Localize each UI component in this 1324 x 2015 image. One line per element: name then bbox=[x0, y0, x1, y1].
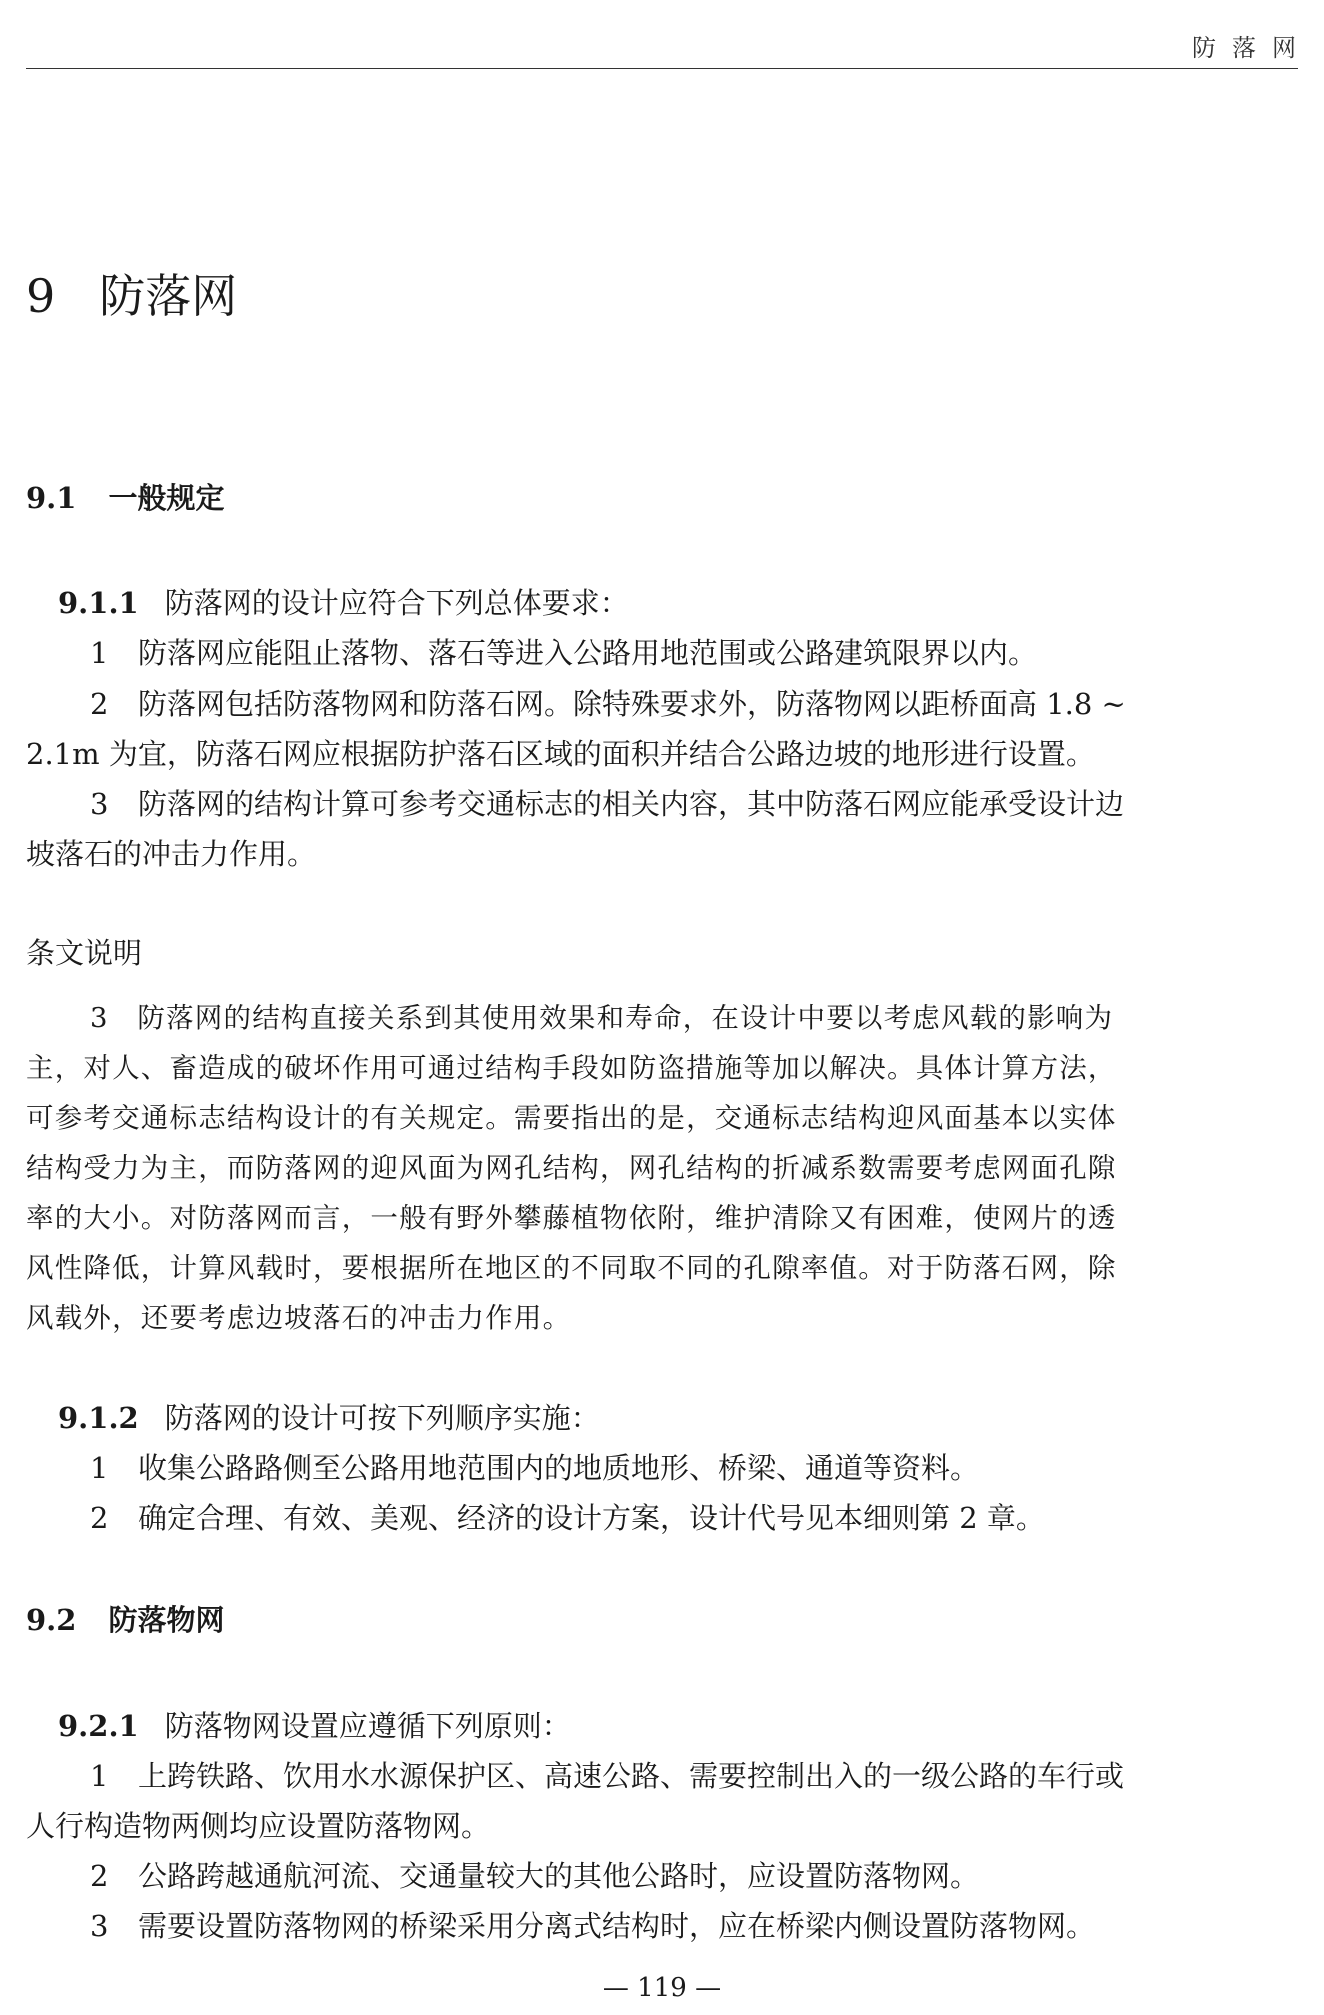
note-line: 可参考交通标志结构设计的有关规定。需要指出的是，交通标志结构迎风面基本以实体 bbox=[26, 1102, 1117, 1134]
list-item-continuation: 人行构造物两侧均应设置防落物网。 bbox=[26, 1809, 491, 1843]
page-number: — 119 — bbox=[602, 1973, 722, 2003]
clause-9-2-1 bbox=[58, 1708, 571, 1744]
list-item: 3 防落网的结构计算可参考交通标志的相关内容，其中防落石网应能承受设计边 bbox=[90, 787, 1125, 821]
clause-text: 防落物网设置应遵循下列原则： bbox=[164, 1709, 571, 1743]
chapter-heading bbox=[26, 268, 237, 324]
list-item: 1 收集公路路侧至公路用地范围内的地质地形、桥梁、通道等资料。 bbox=[90, 1451, 980, 1485]
clause-text: 防落网的设计应符合下列总体要求： bbox=[164, 586, 629, 620]
chapter-title: 防落网 bbox=[99, 269, 238, 323]
header-title: 防落网 bbox=[1192, 34, 1312, 62]
list-item-continuation: 坡落石的冲击力作用。 bbox=[26, 837, 317, 871]
list-item: 2 公路跨越通航河流、交通量较大的其他公路时，应设置防落物网。 bbox=[90, 1859, 980, 1893]
note-line: 主，对人、畜造成的破坏作用可通过结构手段如防盗措施等加以解决。具体计算方法， bbox=[26, 1052, 1117, 1084]
section-title: 一般规定 bbox=[108, 481, 225, 515]
list-item: 2 确定合理、有效、美观、经济的设计方案，设计代号见本细则第 2 章。 bbox=[90, 1501, 1045, 1535]
section-number: 9.1 bbox=[26, 481, 77, 515]
clause-text: 防落网的设计可按下列顺序实施： bbox=[164, 1401, 600, 1435]
list-item: 1 上跨铁路、饮用水水源保护区、高速公路、需要控制出入的一级公路的车行或 bbox=[90, 1759, 1125, 1793]
list-item: 2 防落网包括防落物网和防落石网。除特殊要求外，防落物网以距桥面高 1.8 ~ bbox=[90, 687, 1126, 721]
section-heading-9-2 bbox=[26, 1602, 224, 1638]
note-line: 结构受力为主，而防落网的迎风面为网孔结构，网孔结构的折减系数需要考虑网面孔隙 bbox=[26, 1152, 1117, 1184]
list-item-continuation: 2.1m 为宜，防落石网应根据防护落石区域的面积并结合公路边坡的地形进行设置。 bbox=[26, 737, 1095, 771]
section-title: 防落物网 bbox=[108, 1603, 225, 1637]
clause-number: 9.2.1 bbox=[58, 1709, 139, 1743]
note-line: 率的大小。对防落网而言，一般有野外攀藤植物依附，维护清除又有困难，使网片的透 bbox=[26, 1202, 1117, 1234]
running-header bbox=[26, 0, 1312, 69]
section-heading-9-1 bbox=[26, 480, 224, 516]
clause-9-1-1 bbox=[58, 585, 629, 621]
chapter-number: 9 bbox=[26, 269, 56, 323]
list-item: 3 需要设置防落物网的桥梁采用分离式结构时，应在桥梁内侧设置防落物网。 bbox=[90, 1909, 1096, 1943]
note-title: 条文说明 bbox=[26, 936, 143, 970]
clause-number: 9.1.1 bbox=[58, 586, 139, 620]
clause-9-1-2 bbox=[58, 1400, 600, 1436]
section-number: 9.2 bbox=[26, 1603, 77, 1637]
note-line: 风载外，还要考虑边坡落石的冲击力作用。 bbox=[26, 1302, 572, 1334]
note-line: 风性降低，计算风载时，要根据所在地区的不同取不同的孔隙率值。对于防落石网，除 bbox=[26, 1252, 1117, 1284]
list-item: 1 防落网应能阻止落物、落石等进入公路用地范围或公路建筑限界以内。 bbox=[90, 636, 1038, 670]
clause-number: 9.1.2 bbox=[58, 1401, 139, 1435]
note-line: 3 防落网的结构直接关系到其使用效果和寿命，在设计中要以考虑风载的影响为 bbox=[90, 1002, 1114, 1034]
